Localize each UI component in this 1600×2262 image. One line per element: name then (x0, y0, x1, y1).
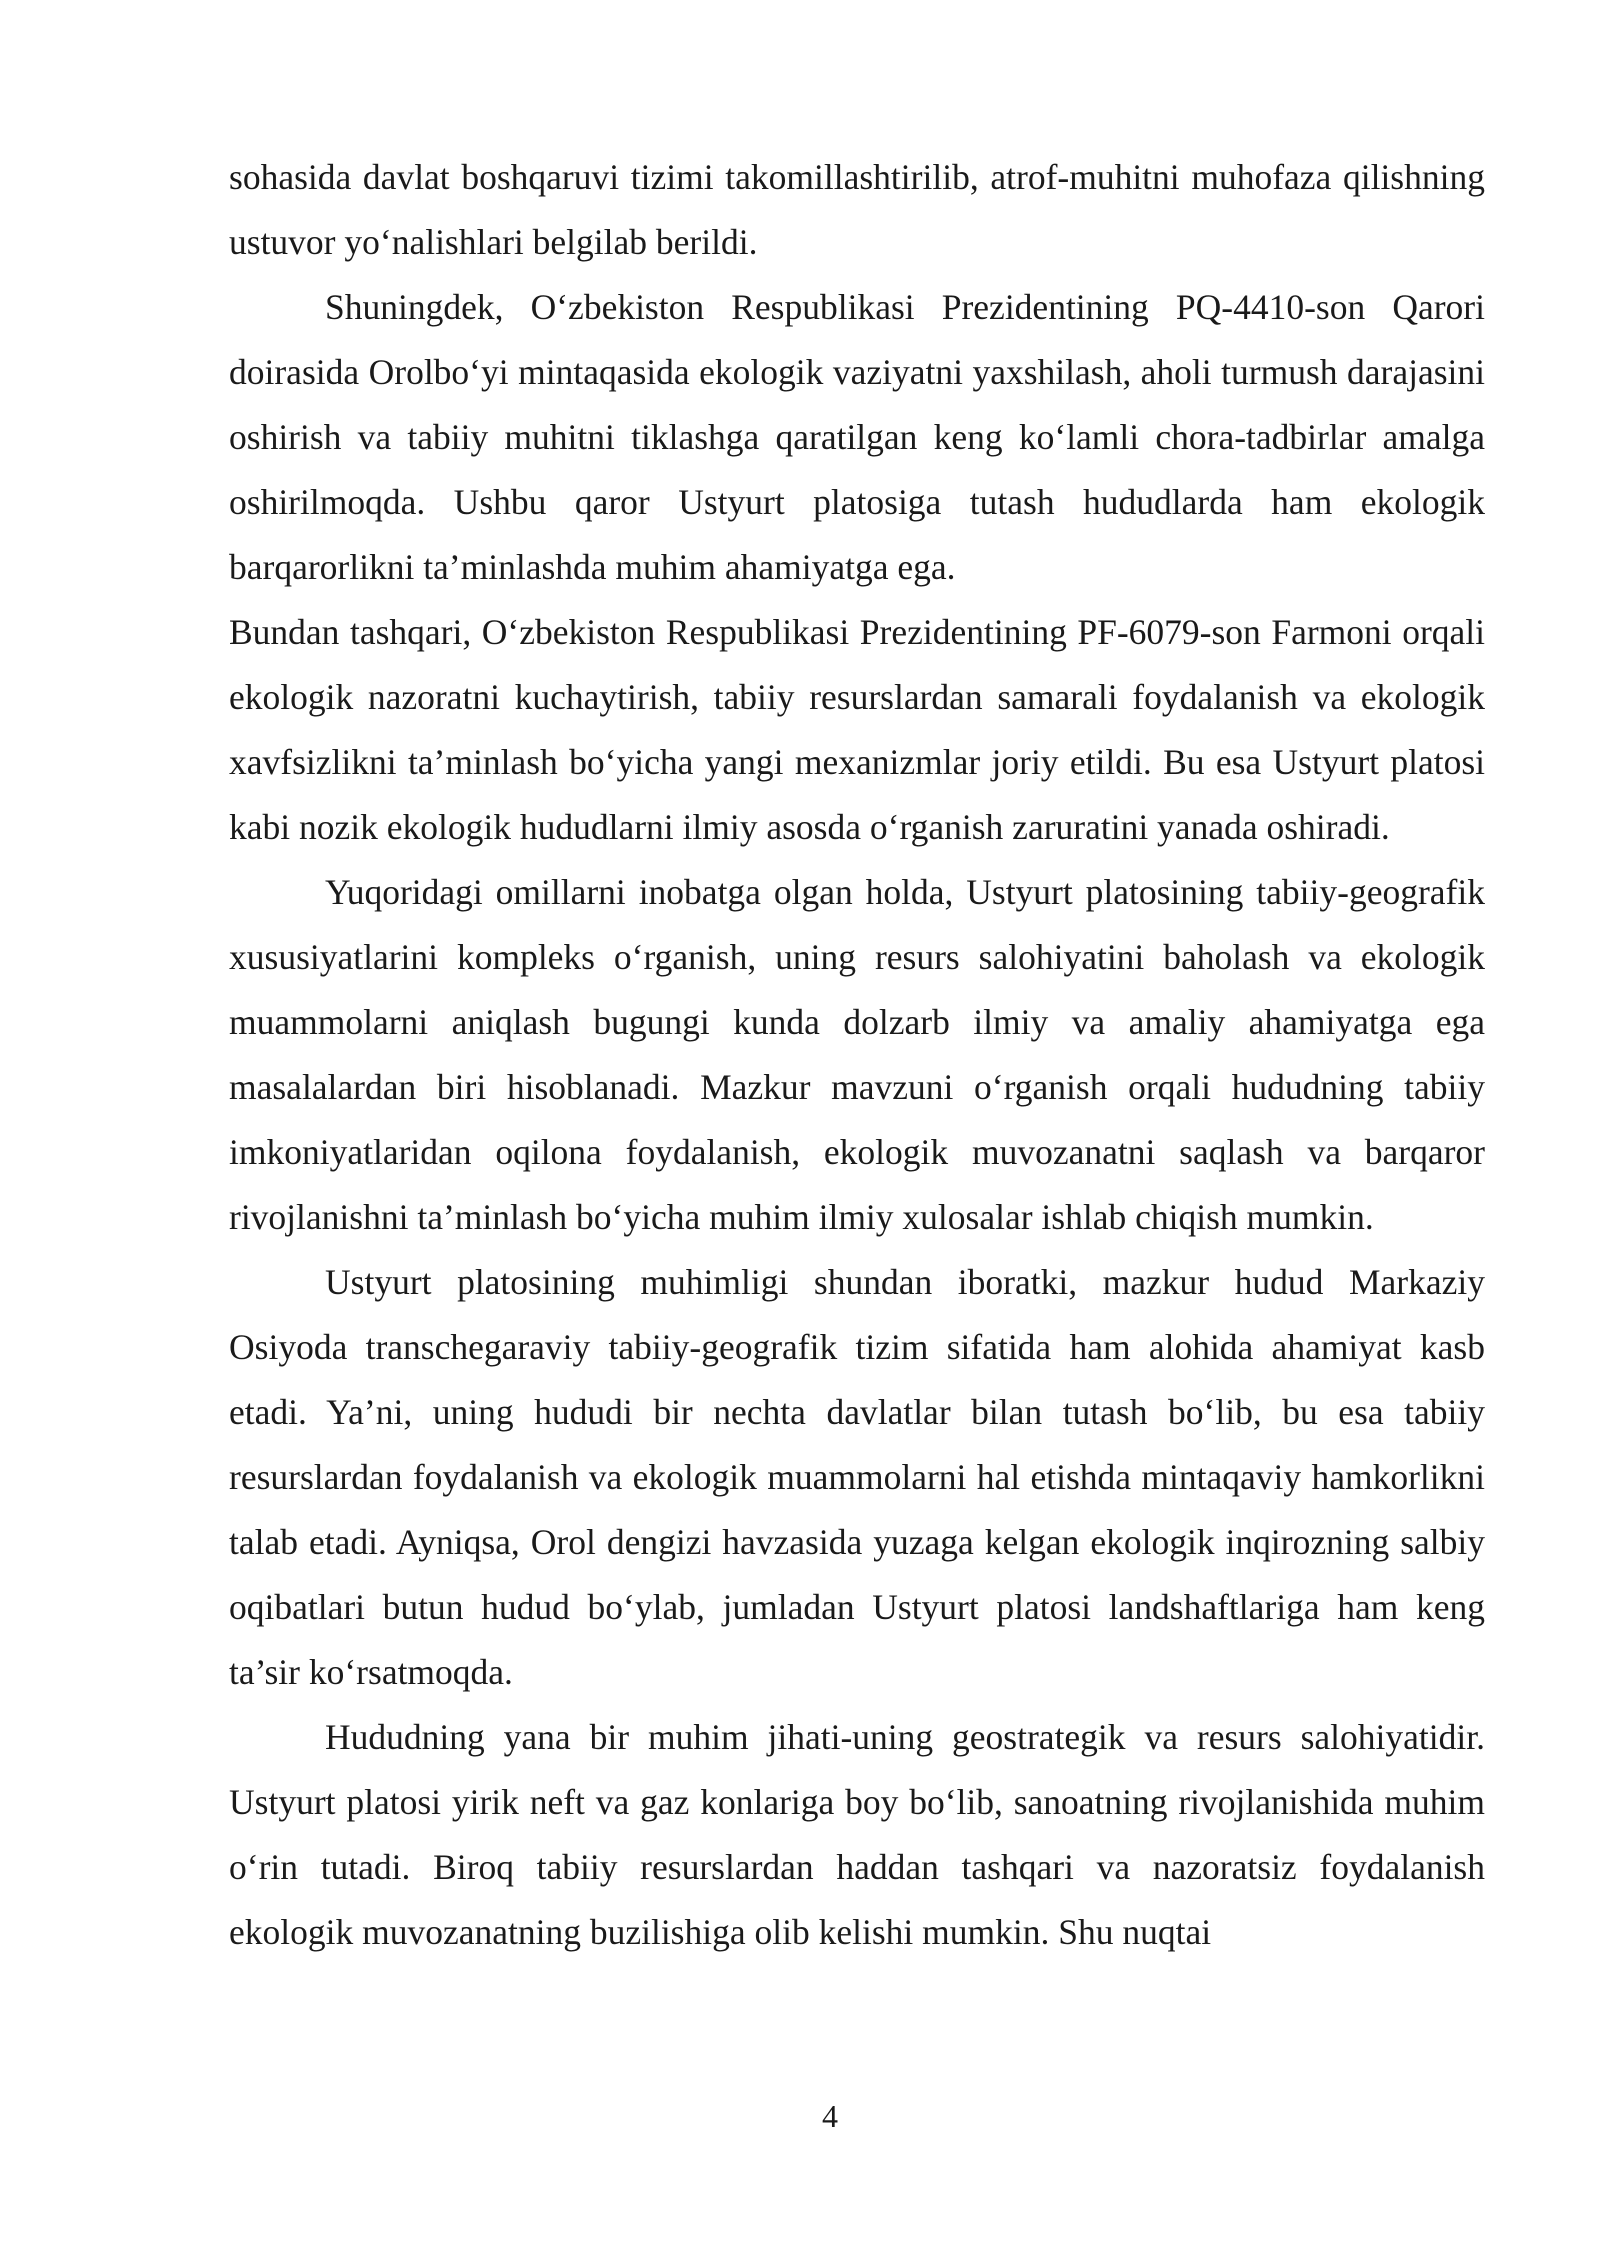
paragraph-pq-4410-resolution: Shuningdek, O‘zbekiston Respublikasi Prezidentining PQ-4410-son Qarori doirasida Orolbo‘yi mintaqasida ekologik vaziyatni yaxshilash, aholi turmush darajasini oshirish va tabiiy muhitni tiklashga qaratilgan keng ko‘lamli chora-tadbirlar amalga oshirilmoqda. Ushbu qaror Ustyurt platosiga tutash hududlarda ham ekologik barqarorlikni ta’minlashda muhim ahamiyatga ega. (229, 287, 1485, 587)
page-number: 4 (822, 2098, 838, 2134)
paragraph-transboundary-importance: Ustyurt platosining muhimligi shundan iboratki, mazkur hudud Markaziy Osiyoda transchegaraviy tabiiy-geografik tizim sifatida ham alohida ahamiyat kasb etadi. Ya’ni, uning hududi bir nechta davlatlar bilan tutash bo‘lib, bu esa tabiiy resurslardan foydalanish va ekologik muammolarni hal etishda mintaqaviy hamkorlikni talab etadi. Ayniqsa, Orol dengizi havzasida yuzaga kelgan ekologik inqirozning salbiy oqibatlari butun hudud bo‘ylab, jumladan Ustyurt platosi landshaftlariga ham keng ta’sir ko‘rsatmoqda. (229, 1262, 1485, 1692)
paragraph-pf-6079-decree: Bundan tashqari, O‘zbekiston Respublikasi Prezidentining PF-6079-son Farmoni orqali ekologik nazoratni kuchaytirish, tabiiy resurslardan samarali foydalanish va ekologik xavfsizlikni ta’minlash bo‘yicha yangi mexanizmlar joriy etildi. Bu esa Ustyurt platosi kabi nozik ekologik hududlarni ilmiy asosda o‘rganish zaruratini yanada oshiradi. (229, 612, 1485, 847)
paragraph-environmental-management: sohasida davlat boshqaruvi tizimi takomillashtirilib, atrof-muhitni muhofaza qilishning ustuvor yo‘nalishlari belgilab berildi. (229, 157, 1485, 262)
paragraph-research-relevance: Yuqoridagi omillarni inobatga olgan holda, Ustyurt platosining tabiiy-geografik xususiyatlarini kompleks o‘rganish, uning resurs salohiyatini baholash va ekologik muammolarni aniqlash bugungi kunda dolzarb ilmiy va amaliy ahamiyatga ega masalalardan biri hisoblanadi. Mazkur mavzuni o‘rganish orqali hududning tabiiy imkoniyatlaridan oqilona foydalanish, ekologik muvozanatni saqlash va barqaror rivojlanishni ta’minlash bo‘yicha muhim ilmiy xulosalar ishlab chiqish mumkin. (229, 872, 1485, 1237)
paragraph-geostrategic-resources: Hududning yana bir muhim jihati-uning geostrategik va resurs salohiyatidir. Ustyurt platosi yirik neft va gaz konlariga boy bo‘lib, sanoatning rivojlanishida muhim o‘rin tutadi. Biroq tabiiy resurslardan haddan tashqari va nazoratsiz foydalanish ekologik muvozanatning buzilishiga olib kelishi mumkin. Shu nuqtai (229, 1717, 1485, 1952)
document-page (229, 145, 1485, 1965)
